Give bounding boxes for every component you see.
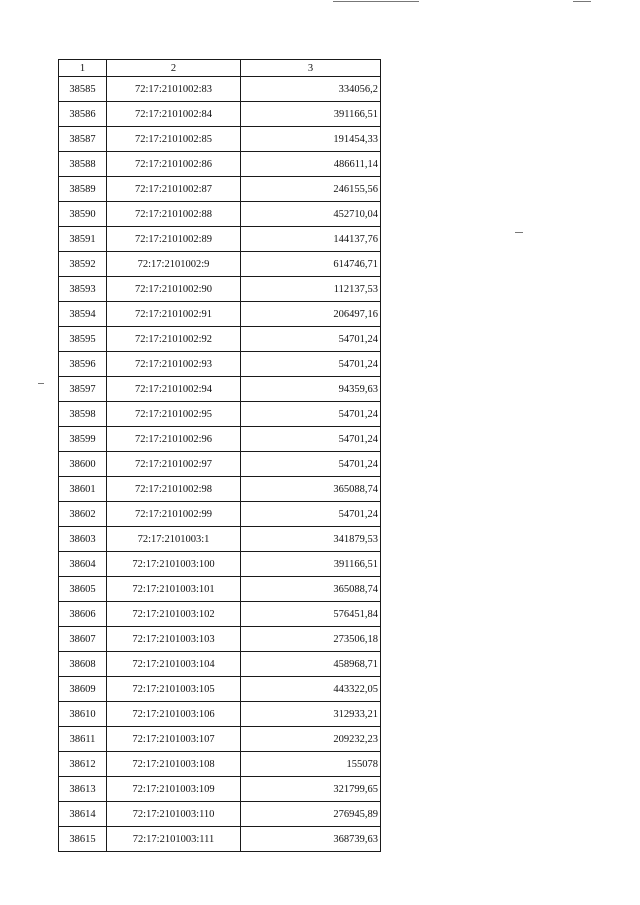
cadastral-number: 72:17:2101002:87 — [107, 177, 241, 202]
cadastral-number: 72:17:2101003:108 — [107, 752, 241, 777]
table-row — [59, 377, 381, 402]
table-row — [59, 352, 381, 377]
cadastral-number: 72:17:2101003:109 — [107, 777, 241, 802]
scan-mark — [333, 1, 419, 2]
cadastral-value: 246155,56 — [241, 177, 381, 202]
cadastral-number: 72:17:2101002:86 — [107, 152, 241, 177]
cadastral-value: 54701,24 — [241, 327, 381, 352]
table-row — [59, 727, 381, 752]
row-number: 38599 — [59, 427, 107, 452]
table-row — [59, 652, 381, 677]
table-row — [59, 527, 381, 552]
header-col-1: 1 — [59, 60, 107, 77]
cadastral-value: 452710,04 — [241, 202, 381, 227]
table-row — [59, 777, 381, 802]
cadastral-value: 206497,16 — [241, 302, 381, 327]
table-row — [59, 202, 381, 227]
cadastral-number: 72:17:2101003:104 — [107, 652, 241, 677]
table-row — [59, 627, 381, 652]
cadastral-value: 155078 — [241, 752, 381, 777]
row-number: 38592 — [59, 252, 107, 277]
cadastral-value: 391166,51 — [241, 552, 381, 577]
row-number: 38591 — [59, 227, 107, 252]
table-row — [59, 752, 381, 777]
row-number: 38614 — [59, 802, 107, 827]
scan-mark — [38, 383, 44, 384]
table-row — [59, 702, 381, 727]
table-row — [59, 402, 381, 427]
cadastral-number: 72:17:2101002:93 — [107, 352, 241, 377]
cadastral-number: 72:17:2101002:89 — [107, 227, 241, 252]
cadastral-number: 72:17:2101002:94 — [107, 377, 241, 402]
cadastral-number: 72:17:2101003:107 — [107, 727, 241, 752]
cadastral-value: 273506,18 — [241, 627, 381, 652]
row-number: 38603 — [59, 527, 107, 552]
cadastral-value: 144137,76 — [241, 227, 381, 252]
cadastral-value: 341879,53 — [241, 527, 381, 552]
cadastral-value: 312933,21 — [241, 702, 381, 727]
row-number: 38604 — [59, 552, 107, 577]
cadastral-value: 54701,24 — [241, 402, 381, 427]
cadastral-value: 443322,05 — [241, 677, 381, 702]
table-row — [59, 327, 381, 352]
cadastral-number: 72:17:2101002:91 — [107, 302, 241, 327]
table-row — [59, 302, 381, 327]
row-number: 38585 — [59, 77, 107, 102]
table-row — [59, 102, 381, 127]
cadastral-value: 112137,53 — [241, 277, 381, 302]
cadastral-number: 72:17:2101002:99 — [107, 502, 241, 527]
row-number: 38598 — [59, 402, 107, 427]
table-row — [59, 502, 381, 527]
cadastral-number: 72:17:2101002:98 — [107, 477, 241, 502]
header-row — [59, 60, 381, 77]
row-number: 38600 — [59, 452, 107, 477]
cadastral-value: 334056,2 — [241, 77, 381, 102]
table-row — [59, 477, 381, 502]
table-row — [59, 827, 381, 852]
cadastral-number: 72:17:2101003:110 — [107, 802, 241, 827]
row-number: 38588 — [59, 152, 107, 177]
row-number: 38601 — [59, 477, 107, 502]
table-row — [59, 227, 381, 252]
cadastral-value: 54701,24 — [241, 502, 381, 527]
row-number: 38589 — [59, 177, 107, 202]
row-number: 38593 — [59, 277, 107, 302]
table-row — [59, 677, 381, 702]
row-number: 38613 — [59, 777, 107, 802]
cadastral-value: 365088,74 — [241, 477, 381, 502]
row-number: 38594 — [59, 302, 107, 327]
cadastral-table — [58, 59, 381, 852]
row-number: 38587 — [59, 127, 107, 152]
table-row — [59, 552, 381, 577]
table-row — [59, 277, 381, 302]
row-number: 38607 — [59, 627, 107, 652]
table-row — [59, 452, 381, 477]
cadastral-value: 191454,33 — [241, 127, 381, 152]
cadastral-value: 209232,23 — [241, 727, 381, 752]
row-number: 38590 — [59, 202, 107, 227]
cadastral-value: 486611,14 — [241, 152, 381, 177]
row-number: 38609 — [59, 677, 107, 702]
row-number: 38612 — [59, 752, 107, 777]
table-body — [59, 77, 381, 852]
row-number: 38605 — [59, 577, 107, 602]
row-number: 38595 — [59, 327, 107, 352]
cadastral-value: 365088,74 — [241, 577, 381, 602]
table-row — [59, 77, 381, 102]
cadastral-value: 54701,24 — [241, 452, 381, 477]
cadastral-number: 72:17:2101003:111 — [107, 827, 241, 852]
row-number: 38602 — [59, 502, 107, 527]
table-row — [59, 602, 381, 627]
cadastral-value: 368739,63 — [241, 827, 381, 852]
row-number: 38610 — [59, 702, 107, 727]
table-row — [59, 177, 381, 202]
cadastral-value: 94359,63 — [241, 377, 381, 402]
table-row — [59, 127, 381, 152]
row-number: 38596 — [59, 352, 107, 377]
cadastral-number: 72:17:2101002:9 — [107, 252, 241, 277]
header-col-2: 2 — [107, 60, 241, 77]
cadastral-value: 614746,71 — [241, 252, 381, 277]
cadastral-number: 72:17:2101002:97 — [107, 452, 241, 477]
cadastral-number: 72:17:2101002:85 — [107, 127, 241, 152]
cadastral-number: 72:17:2101002:95 — [107, 402, 241, 427]
cadastral-number: 72:17:2101002:92 — [107, 327, 241, 352]
row-number: 38611 — [59, 727, 107, 752]
cadastral-number: 72:17:2101003:102 — [107, 602, 241, 627]
table-header — [59, 60, 381, 77]
cadastral-number: 72:17:2101002:90 — [107, 277, 241, 302]
cadastral-value: 576451,84 — [241, 602, 381, 627]
cadastral-value: 276945,89 — [241, 802, 381, 827]
cadastral-number: 72:17:2101003:103 — [107, 627, 241, 652]
cadastral-number: 72:17:2101003:1 — [107, 527, 241, 552]
cadastral-number: 72:17:2101003:105 — [107, 677, 241, 702]
row-number: 38586 — [59, 102, 107, 127]
cadastral-number: 72:17:2101003:106 — [107, 702, 241, 727]
table-row — [59, 252, 381, 277]
row-number: 38606 — [59, 602, 107, 627]
cadastral-value: 54701,24 — [241, 352, 381, 377]
row-number: 38597 — [59, 377, 107, 402]
table-row — [59, 577, 381, 602]
cadastral-number: 72:17:2101002:84 — [107, 102, 241, 127]
table-row — [59, 802, 381, 827]
cadastral-number: 72:17:2101002:96 — [107, 427, 241, 452]
cadastral-value: 321799,65 — [241, 777, 381, 802]
header-col-3: 3 — [241, 60, 381, 77]
cadastral-value: 54701,24 — [241, 427, 381, 452]
table-row — [59, 152, 381, 177]
table-row — [59, 427, 381, 452]
cadastral-number: 72:17:2101003:100 — [107, 552, 241, 577]
cadastral-number: 72:17:2101002:88 — [107, 202, 241, 227]
scan-mark — [515, 232, 523, 233]
row-number: 38608 — [59, 652, 107, 677]
cadastral-number: 72:17:2101002:83 — [107, 77, 241, 102]
cadastral-number: 72:17:2101003:101 — [107, 577, 241, 602]
cadastral-value: 458968,71 — [241, 652, 381, 677]
scan-mark — [573, 1, 591, 2]
cadastral-value: 391166,51 — [241, 102, 381, 127]
row-number: 38615 — [59, 827, 107, 852]
